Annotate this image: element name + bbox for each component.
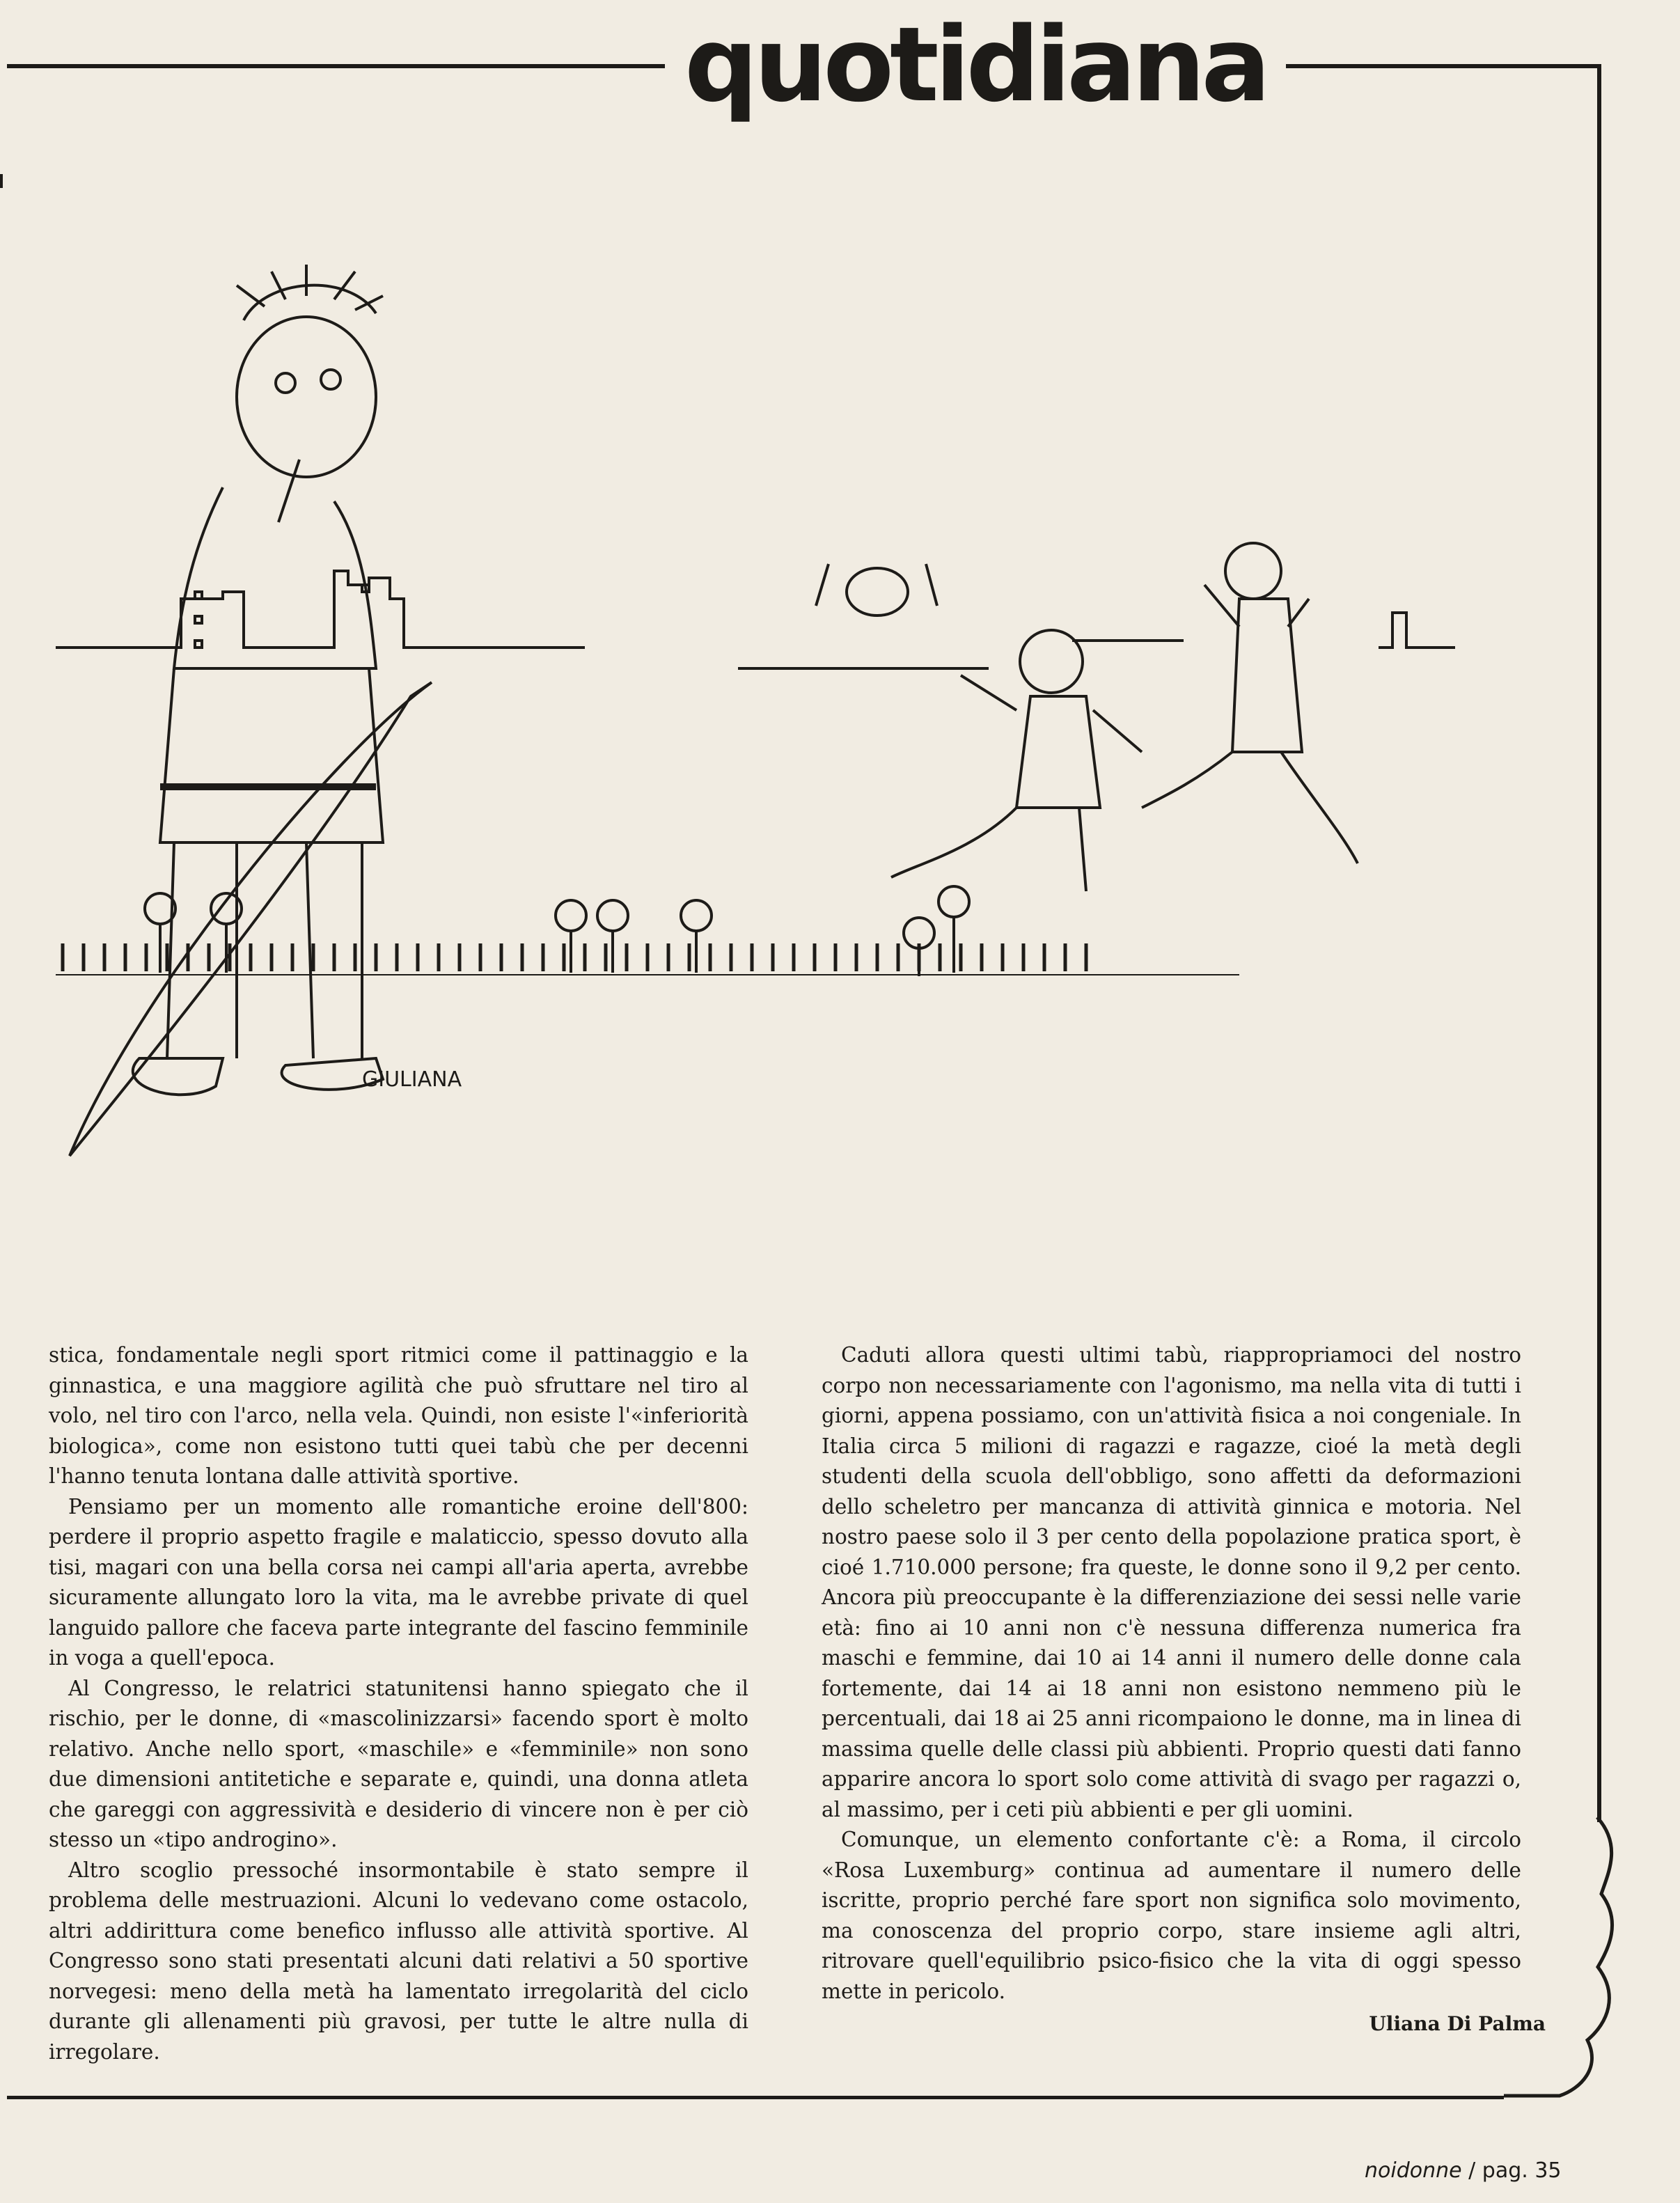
publication-name: noidonne <box>1365 2158 1462 2183</box>
frame-bottom-rule <box>7 2096 1504 2099</box>
footer-separator: / <box>1461 2158 1482 2183</box>
frame-left-tick <box>0 174 3 188</box>
cartoon-illustration <box>56 251 1546 1295</box>
page-number: pag. 35 <box>1482 2158 1562 2183</box>
article-paragraph: Caduti allora questi ultimi tabù, riappropriamoci del nostro corpo non necessariamente con l'agonismo, ma nella vita di tutti i giorni, appena possiamo, con un'attività fisica a noi congeniale. In Italia circa 5 milioni di ragazzi e ragazze, cioé la metà degli studenti della scuola dell'obbligo, sono affetti da deformazioni dello scheletro per mancanza di attività ginnica e motoria. Nel nostro paese solo il 3 per cento della popolazione pratica sport, è cioé 1.710.000 persone; fra queste, le donne sono il 9,2 per cento. Ancora più preoccupante è la differenziazione dei sessi nelle varie età: fino ai 10 anni non c'è nessuna differenza numerica fra maschi e femmine, dai 10 ai 14 anni il numero delle donne cala fortemente, dai 14 ai 18 anni non esistono nemmeno più le percentuali, dai 18 ai 25 anni ricompaiono le donne, ma in linea di massima quelle delle classi più abbienti. Proprio questi dati fanno apparire ancora lo sport solo come attività di svago per ragazzi o, al massimo, per i ceti più abbienti e per gli uomini. <box>822 1343 1521 1821</box>
artist-signature: GIULIANA <box>362 1067 462 1092</box>
girl-figure <box>133 265 383 1095</box>
page-footer <box>1365 2158 1562 2183</box>
article-paragraph: Al Congresso, le relatrici statunitensi hanno spiegato che il rischio, per le donne, di «mascolinizzarsi» facendo sport è molto relativo. Anche nello sport, «maschile» e «femminile» non sono due dimensioni antitetiche e separate e, quindi, una donna atleta che gareggi con aggressività e desiderio di vincere non è per ciò stesso un «tipo androgino». <box>49 1676 748 1851</box>
wavy-border-ornament <box>1504 1817 1615 2110</box>
running-boy-right <box>1142 543 1358 863</box>
article-paragraph: Altro scoglio pressoché insormontabile è stato sempre il problema delle mestruazioni. Alcuni lo vedevano come ostacolo, altri addirittura come benefico influsso alle attività sportive. Al Congresso sono stati presentati alcuni dati relativi a 50 sportive norvegesi: meno della metà ha lamentato irregolarità del ciclo durante gli allenamenti più gravosi, per tutte le altre nulla di irregolare. <box>49 1858 748 2064</box>
sun-doodle <box>816 564 937 616</box>
article-author: Uliana Di Palma <box>1369 2012 1546 2035</box>
article-paragraph: Pensiamo per un momento alle romantiche eroine dell'800: perdere il proprio aspetto fragile e malaticcio, spesso dovuto alla tisi, magari con una bella corsa nei campi all'aria aperta, avrebbe sicuramente allungato loro la vita, ma le avrebbe private di quel languido pallore che faceva parte integrante del fascino femminile in voga a quell'epoca. <box>49 1494 748 1670</box>
article-paragraph: stica, fondamentale negli sport ritmici come il pattinaggio e la ginnastica, e una maggiore agilità che può sfruttare nel tiro al volo, nel tiro con l'arco, nella vela. Quindi, non esiste l'«inferiorità biologica», come non esistono tutti quei tabù che per decenni l'hanno tenuta lontana dalle attività sportive. <box>49 1343 748 1488</box>
article-paragraph: Comunque, un elemento confortante c'è: a Roma, il circolo «Rosa Luxemburg» continua ad aumentare il numero delle iscritte, proprio perché fare sport non significa solo movimento, ma conoscenza del proprio corpo, stare insieme agli altri, ritrovare quell'equilibrio psico-fisico che la vita di oggi spesso mette in pericolo. <box>822 1828 1521 2003</box>
section-title: quotidiana <box>665 13 1286 117</box>
flowers <box>145 886 969 976</box>
article-column-right <box>822 1340 1521 2007</box>
article-column-left <box>49 1340 748 2067</box>
frame-right-rule <box>1597 64 1601 1822</box>
city-skyline <box>56 571 1455 668</box>
